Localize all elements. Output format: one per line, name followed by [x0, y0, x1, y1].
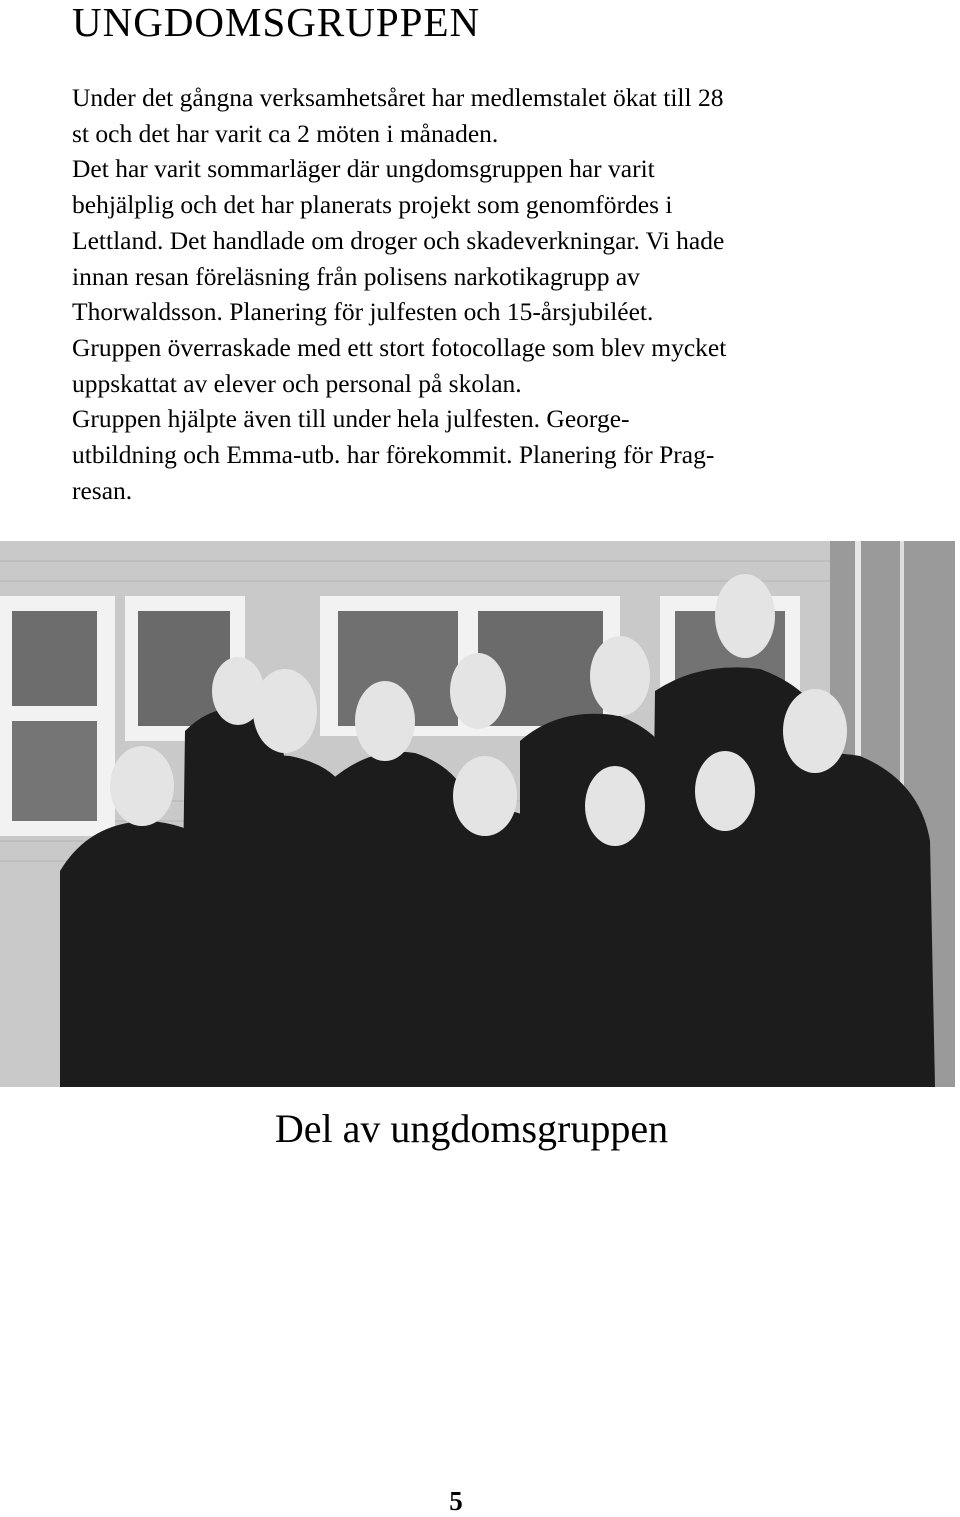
paragraph-line: Det har varit sommarläger där ungdomsgruppen har varit	[72, 154, 655, 184]
paragraph-line: Gruppen hjälpte även till under hela julfesten. George-	[72, 404, 630, 434]
paragraph-line: behjälplig och det har planerats projekt som genomfördes i	[72, 190, 673, 220]
page-number: 5	[449, 1486, 463, 1516]
paragraph-line: resan.	[72, 475, 133, 505]
group-photo-illustration	[0, 541, 955, 1087]
paragraph-line: Gruppen överraskade med ett stort fotocollage som blev mycket	[72, 332, 727, 362]
paragraph-line: Lettland. Det handlade om droger och skadeverkningar. Vi hade	[72, 225, 725, 255]
paragraph-line: st och det har varit ca 2 möten i månaden.	[72, 118, 499, 148]
group-photo	[0, 541, 955, 1087]
photo-caption: Del av ungdomsgruppen	[274, 1106, 669, 1151]
page-heading: UNGDOMSGRUPPEN	[72, 0, 481, 45]
paragraph-line: utbildning och Emma-utb. har förekommit. Planering för Prag-	[72, 440, 715, 470]
body-paragraph	[72, 80, 892, 508]
paragraph-line: Thorwaldsson. Planering för julfesten och 15-årsjubiléet.	[72, 297, 654, 327]
paragraph-line: innan resan föreläsning från polisens narkotikagrupp av	[72, 261, 640, 291]
paragraph-line: uppskattat av elever och personal på skolan.	[72, 368, 522, 398]
paragraph-line: Under det gångna verksamhetsåret har medlemstalet ökat till 28	[72, 83, 724, 112]
